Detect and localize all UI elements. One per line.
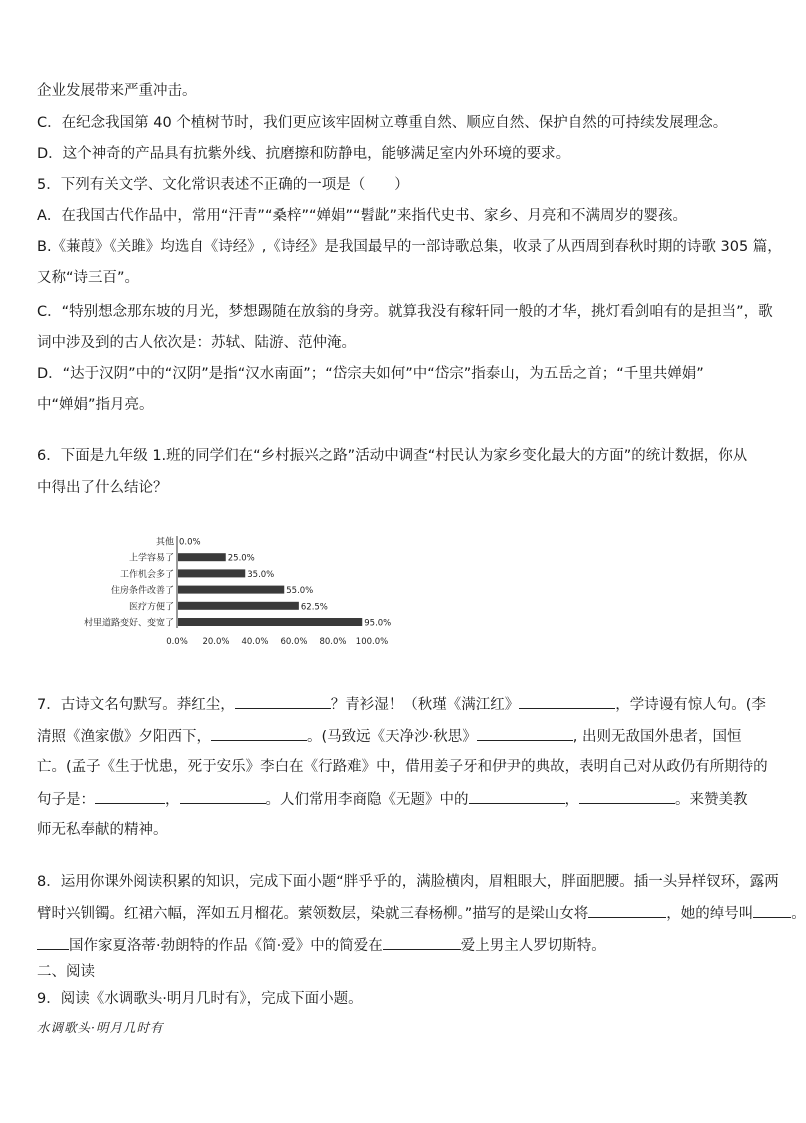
question-7-line-2 [37, 726, 741, 747]
q7-text: 句子是： [37, 792, 95, 808]
q8-text: 爱上男主人罗切斯特。 [460, 938, 606, 954]
answer-blank[interactable] [579, 789, 675, 804]
x-tick-label: 40.0% [241, 637, 269, 647]
question-5-option-d-cont: 中“婵娟”指月亮。 [37, 397, 154, 413]
data-label: 0.0% [179, 537, 201, 548]
q7-text: ， [564, 792, 579, 808]
bar [178, 553, 226, 561]
poem-title: 水调歌头·明月几时有 [37, 1020, 164, 1035]
answer-blank[interactable] [469, 789, 565, 804]
question-7-line-1 [37, 694, 766, 715]
question-7-line-3: 亡。(孟子《生于忧患，死于安乐》李白在《行路难》中，借用姜子牙和伊尹的典故，表明自己对从政仍有所期待的 [37, 759, 768, 775]
question-6: 6．下面是九年级 1.班的同学们在“乡村振兴之路”活动中调查“村民认为家乡变化最大的方面”的统计数据，你从 [37, 448, 748, 464]
data-label: 25.0% [227, 553, 255, 564]
category-label: 其他 [155, 537, 174, 548]
question-7-line-5: 师无私奉献的精神。 [37, 822, 168, 838]
text-line: 企业发展带来严重冲击。 [37, 83, 197, 99]
q7-text: 。人们常用李商隐《无题》中的 [265, 792, 469, 808]
question-5: 5．下列有关文学、文化常识表述不正确的一项是（ ） [37, 177, 409, 193]
q7-text: 清照《渔家傲》夕阳西下， [37, 729, 211, 745]
x-tick-label: 0.0% [166, 637, 188, 647]
bar [178, 618, 362, 626]
answer-blank[interactable] [753, 903, 791, 918]
answer-blank[interactable] [383, 935, 461, 950]
option-c: C．在纪念我国第 40 个植树节时，我们更应该牢固树立尊重自然、顺应自然、保护自然的可持续发展理念。 [37, 115, 728, 131]
question-5-option-c-cont: 词中涉及到的古人依次是：苏轼、陆游、范仲淹。 [37, 335, 356, 351]
q7-text: 7．古诗文名句默写。莽红尘， [37, 697, 235, 713]
category-label: 村里道路变好、变宽了 [83, 618, 174, 629]
category-label: 上学容易了 [128, 553, 174, 564]
question-8-line-2 [37, 903, 806, 924]
data-label: 35.0% [247, 569, 275, 580]
q7-text: ，学诗谩有惊人句。(李 [615, 697, 766, 713]
question-5-option-d: D．“达于汉阴”中的“汉阴”是指“汉水南面”；“岱宗夫如何”中“岱宗”指泰山，为五岳之首；“千里共婵娟” [37, 366, 704, 382]
answer-blank[interactable] [95, 789, 165, 804]
answer-blank[interactable] [477, 726, 573, 741]
q7-text: ？青衫湿！（秋瑾《满江红》 [330, 697, 520, 713]
q7-text: 。(马致远《天净沙·秋思》 [307, 729, 477, 745]
question-7-line-4 [37, 789, 748, 810]
answer-blank[interactable] [588, 903, 666, 918]
q7-text: , 出则无敌国外患者，国恒 [572, 729, 742, 745]
q7-text: 。来赞美教 [675, 792, 748, 808]
question-8-line-1: 8．运用你课外阅读积累的知识，完成下面小题“胖乎乎的，满脸横肉，眉粗眼大，胖面肥腰。插一头异样钗环，露两 [37, 874, 779, 890]
q8-text: 。 [791, 906, 806, 922]
answer-blank[interactable] [235, 694, 331, 709]
bar-chart [50, 530, 392, 655]
x-tick-label: 80.0% [319, 637, 347, 647]
answer-blank[interactable] [211, 726, 307, 741]
x-tick-label: 20.0% [202, 637, 230, 647]
q8-text: ，她的绰号叫 [666, 906, 754, 922]
q7-text: ， [165, 792, 180, 808]
bar [178, 602, 299, 610]
option-d: D．这个神奇的产品具有抗紫外线、抗磨擦和防静电，能够满足室内外环境的要求。 [37, 146, 571, 162]
bar [178, 569, 245, 577]
section-heading: 二、阅读 [37, 964, 95, 980]
question-8-line-3 [37, 935, 606, 956]
data-label: 55.0% [286, 586, 314, 597]
category-label: 住房条件改善了 [110, 586, 174, 597]
question-9: 9．阅读《水调歌头·明月几时有》，完成下面小题。 [37, 991, 363, 1007]
question-5-option-b-cont: 又称“诗三百”。 [37, 270, 140, 286]
bar [178, 586, 284, 594]
data-label: 95.0% [364, 618, 392, 629]
answer-blank[interactable] [180, 789, 266, 804]
answer-blank[interactable] [519, 694, 615, 709]
x-tick-label: 100.0% [355, 637, 389, 647]
q8-text: 国作家夏洛蒂·勃朗特的作品《简·爱》中的简爱在 [69, 938, 383, 954]
x-tick-label: 60.0% [280, 637, 308, 647]
q8-text: 臂时兴钏镯。红裙六幅，浑如五月榴花。萦领数层，染就三春杨柳。”描写的是梁山女将 [37, 906, 589, 922]
question-5-option-b: B.《蒹葭》《关雎》均选自《诗经》,《诗经》是我国最早的一部诗歌总集，收录了从西周到春秋时期的诗歌 305 篇， [37, 239, 782, 255]
data-label: 62.5% [300, 602, 328, 613]
question-5-option-a: A．在我国古代作品中，常用“汗青”“桑梓”“婵娟”“髫龀”来指代史书、家乡、月亮和不满周岁的婴孩。 [37, 208, 688, 224]
category-label: 医疗方便了 [128, 602, 174, 613]
question-6-cont: 中得出了什么结论？ [37, 480, 168, 496]
answer-blank[interactable] [37, 935, 69, 950]
category-label: 工作机会多了 [119, 569, 174, 580]
question-5-option-c: C．“特别想念那东坡的月光，梦想踢随在放翁的身旁。就算我没有稼轩同一般的才华，挑灯看剑咱有的是担当”，歌 [37, 304, 773, 320]
